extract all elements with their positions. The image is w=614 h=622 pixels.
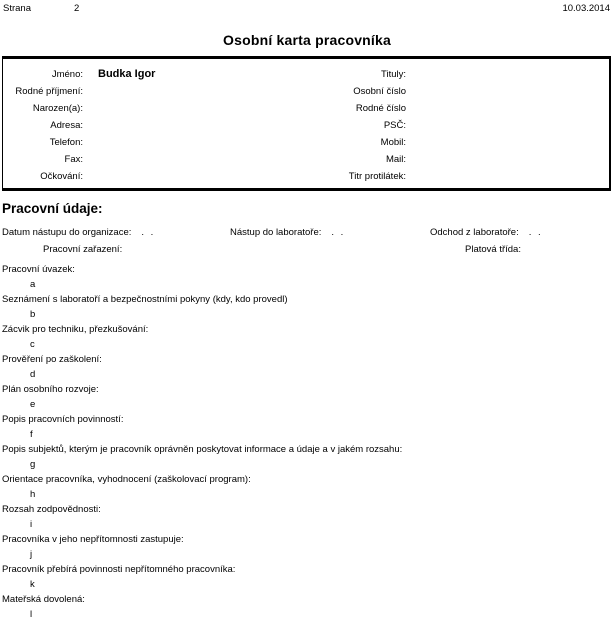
field-label: Pracovník přebírá povinnosti nepřítomného pracovníka: [2,564,236,575]
lab-exit-date-field [430,227,541,238]
field-responsibility-scope [2,502,612,532]
field-label: Popis subjektů, kterým je pracovník oprávněn poskytovat informace a údaje a v jakém rozsahu: [2,444,403,455]
born-value [83,100,241,117]
field-value: f [30,429,33,440]
birth-surname-value [83,83,241,100]
field-value: d [30,369,36,380]
field-lab-safety-intro [2,292,612,322]
field-job-duties [2,412,612,442]
page-number-value: 2 [74,3,80,14]
field-workload [2,262,612,292]
field-maternity-leave [2,592,612,622]
field-value: g [30,459,36,470]
lab-entry-date-label: Nástup do laboratoře: [230,227,322,238]
field-label: Seznámení s laboratoří a bezpečnostními pokyny (kdy, kdo provedl) [2,294,288,305]
field-value: a [30,279,36,290]
field-label: Orientace pracovníka, vyhodnocení (zaškolovací program): [2,474,251,485]
field-value: b [30,309,36,320]
org-entry-date-label: Datum nástupu do organizace: [2,227,132,238]
personal-row-name [3,66,609,83]
personal-row-address [3,117,609,134]
lab-exit-date-value: . . [528,227,541,238]
personal-number-label: Osobní číslo [353,86,406,97]
field-post-training-check [2,352,612,382]
field-label: Rozsah zodpovědnosti: [2,504,101,515]
mobile-label: Mobil: [380,137,406,148]
field-label: Mateřská dovolená: [2,594,85,605]
field-value: c [30,339,35,350]
lab-entry-date-value: . . [331,227,344,238]
birth-number-label: Rodné číslo [355,103,406,114]
work-section-title: Pracovní údaje: [2,201,103,216]
born-label: Narozen(a): [32,103,83,114]
lab-exit-date-label: Odchod z laboratoře: [430,227,519,238]
org-entry-date-field [2,227,153,238]
titles-label: Tituly: [381,69,406,80]
personal-row-phone [3,134,609,151]
personal-info-box [2,56,611,191]
field-information-subjects [2,442,612,472]
mail-label: Mail: [385,154,406,165]
fax-label: Fax: [64,154,83,165]
vaccination-value [83,168,241,185]
fax-value [83,151,241,168]
document-title: Osobní karta pracovníka [223,32,391,48]
field-takes-over-duties [2,562,612,592]
field-label: Popis pracovních povinností: [2,414,124,425]
pay-grade-label: Platová třída: [465,244,521,255]
field-value: h [30,489,36,500]
field-label: Plán osobního rozvoje: [2,384,99,395]
field-value: i [30,519,33,530]
zip-value [406,117,609,134]
job-position-field [43,244,132,255]
field-personal-development-plan [2,382,612,412]
antibody-titer-label: Titr protilátek: [348,171,406,182]
antibody-titer-value [406,168,609,185]
document-date: 10.03.2014 [562,3,610,14]
personal-row-fax [3,151,609,168]
personal-row-vaccination [3,168,609,185]
address-label: Adresa: [50,120,83,131]
page-number-label: Strana [3,3,31,14]
field-label: Zácvik pro techniku, přezkušování: [2,324,149,335]
phone-value [83,134,241,151]
mobile-value [406,134,609,151]
personal-row-birth-surname [3,83,609,100]
birth-surname-label: Rodné příjmení: [15,86,83,97]
personal-number-value [406,83,609,100]
field-value: j [30,549,33,560]
name-label: Jméno: [51,69,83,80]
lab-entry-date-field [230,227,343,238]
job-position-label: Pracovní zařazení: [43,244,123,255]
zip-label: PSČ: [383,120,406,131]
field-label: Prověření po zaškolení: [2,354,102,365]
field-label: Pracovníka v jeho nepřítomnosti zastupuje: [2,534,184,545]
work-fields-list [2,262,612,622]
address-value [83,117,241,134]
field-technique-training [2,322,612,352]
field-value: e [30,399,36,410]
field-substitute-person [2,532,612,562]
field-label: Pracovní úvazek: [2,264,75,275]
field-orientation-evaluation [2,472,612,502]
titles-value [406,66,609,83]
vaccination-label: Očkování: [40,171,83,182]
field-value: l [30,609,33,620]
org-entry-date-value: . . [141,227,154,238]
mail-value [406,151,609,168]
phone-label: Telefon: [49,137,83,148]
field-value: k [30,579,35,590]
personal-row-born [3,100,609,117]
pay-grade-field [465,244,531,255]
name-value: Budka Igor [98,68,156,80]
birth-number-value [406,100,609,117]
